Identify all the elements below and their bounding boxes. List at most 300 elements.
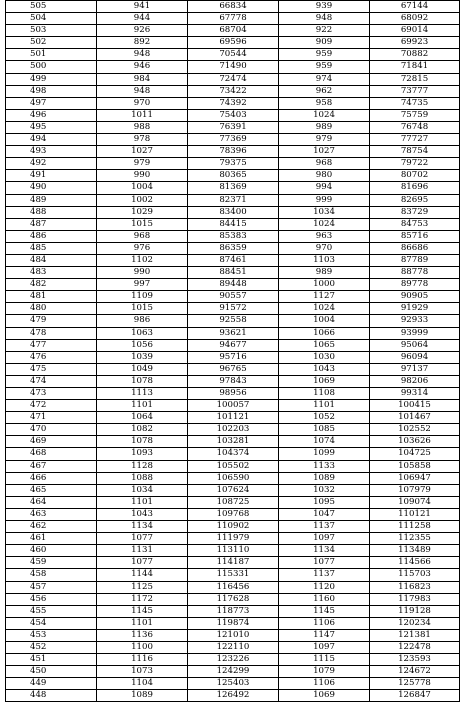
- count-b-cell: 1101: [279, 400, 370, 412]
- cumulative-a-cell: 78396: [188, 146, 279, 158]
- count-a-cell: 1093: [97, 448, 188, 460]
- cumulative-b-cell: 81696: [370, 182, 460, 194]
- cumulative-a-cell: 77369: [188, 134, 279, 146]
- count-b-cell: 1000: [279, 279, 370, 291]
- score-cell: 465: [6, 484, 97, 496]
- count-b-cell: 1024: [279, 218, 370, 230]
- count-b-cell: 1066: [279, 327, 370, 339]
- cumulative-a-cell: 102203: [188, 424, 279, 436]
- count-b-cell: 1145: [279, 605, 370, 617]
- cumulative-a-cell: 69596: [188, 37, 279, 49]
- cumulative-b-cell: 89778: [370, 279, 460, 291]
- count-a-cell: 1125: [97, 581, 188, 593]
- cumulative-a-cell: 122110: [188, 641, 279, 653]
- cumulative-a-cell: 98956: [188, 388, 279, 400]
- table-row: [6, 605, 460, 617]
- count-a-cell: 990: [97, 267, 188, 279]
- score-cell: 505: [6, 1, 97, 13]
- count-b-cell: 1137: [279, 521, 370, 533]
- count-a-cell: 979: [97, 158, 188, 170]
- table-row: [6, 339, 460, 351]
- cumulative-a-cell: 118773: [188, 605, 279, 617]
- count-a-cell: 944: [97, 13, 188, 25]
- table-row: [6, 484, 460, 496]
- cumulative-b-cell: 86686: [370, 242, 460, 254]
- cumulative-a-cell: 115331: [188, 569, 279, 581]
- cumulative-b-cell: 73777: [370, 85, 460, 97]
- count-a-cell: 1077: [97, 533, 188, 545]
- count-b-cell: 1097: [279, 533, 370, 545]
- cumulative-a-cell: 79375: [188, 158, 279, 170]
- table-row: [6, 666, 460, 678]
- count-a-cell: 986: [97, 315, 188, 327]
- score-cell: 449: [6, 678, 97, 690]
- cumulative-a-cell: 124299: [188, 666, 279, 678]
- count-b-cell: 959: [279, 49, 370, 61]
- count-b-cell: 1134: [279, 545, 370, 557]
- cumulative-b-cell: 123593: [370, 654, 460, 666]
- count-a-cell: 926: [97, 25, 188, 37]
- cumulative-b-cell: 85716: [370, 230, 460, 242]
- count-a-cell: 1101: [97, 496, 188, 508]
- cumulative-a-cell: 121010: [188, 629, 279, 641]
- score-cell: 475: [6, 363, 97, 375]
- cumulative-a-cell: 91572: [188, 303, 279, 315]
- score-cell: 503: [6, 25, 97, 37]
- cumulative-a-cell: 125403: [188, 678, 279, 690]
- count-b-cell: 1030: [279, 351, 370, 363]
- table-row: [6, 97, 460, 109]
- cumulative-b-cell: 106947: [370, 472, 460, 484]
- count-b-cell: 1024: [279, 303, 370, 315]
- score-cell: 480: [6, 303, 97, 315]
- table-row: [6, 218, 460, 230]
- score-cell: 459: [6, 557, 97, 569]
- score-cell: 493: [6, 146, 97, 158]
- count-b-cell: 1147: [279, 629, 370, 641]
- count-b-cell: 1095: [279, 496, 370, 508]
- count-b-cell: 1034: [279, 206, 370, 218]
- count-a-cell: 1145: [97, 605, 188, 617]
- cumulative-a-cell: 106590: [188, 472, 279, 484]
- count-a-cell: 1015: [97, 218, 188, 230]
- cumulative-b-cell: 100415: [370, 400, 460, 412]
- cumulative-b-cell: 71841: [370, 61, 460, 73]
- table-row: [6, 121, 460, 133]
- cumulative-b-cell: 117983: [370, 593, 460, 605]
- cumulative-b-cell: 92933: [370, 315, 460, 327]
- table-row: [6, 581, 460, 593]
- cumulative-a-cell: 92558: [188, 315, 279, 327]
- cumulative-b-cell: 112355: [370, 533, 460, 545]
- count-b-cell: 1120: [279, 581, 370, 593]
- count-a-cell: 1144: [97, 569, 188, 581]
- cumulative-b-cell: 102552: [370, 424, 460, 436]
- cumulative-a-cell: 97843: [188, 375, 279, 387]
- cumulative-a-cell: 108725: [188, 496, 279, 508]
- cumulative-b-cell: 77727: [370, 134, 460, 146]
- table-body: [6, 1, 460, 702]
- count-b-cell: 1133: [279, 460, 370, 472]
- score-cell: 477: [6, 339, 97, 351]
- score-cell: 461: [6, 533, 97, 545]
- count-b-cell: 970: [279, 242, 370, 254]
- count-b-cell: 1099: [279, 448, 370, 460]
- cumulative-a-cell: 96765: [188, 363, 279, 375]
- score-cell: 476: [6, 351, 97, 363]
- count-b-cell: 1115: [279, 654, 370, 666]
- count-b-cell: 999: [279, 194, 370, 206]
- table-row: [6, 25, 460, 37]
- table-row: [6, 388, 460, 400]
- cumulative-b-cell: 124672: [370, 666, 460, 678]
- score-cell: 470: [6, 424, 97, 436]
- count-b-cell: 1032: [279, 484, 370, 496]
- cumulative-b-cell: 109074: [370, 496, 460, 508]
- table-row: [6, 158, 460, 170]
- cumulative-b-cell: 97137: [370, 363, 460, 375]
- count-a-cell: 1029: [97, 206, 188, 218]
- count-b-cell: 1069: [279, 690, 370, 702]
- count-a-cell: 1128: [97, 460, 188, 472]
- count-a-cell: 970: [97, 97, 188, 109]
- count-b-cell: 1097: [279, 641, 370, 653]
- table-row: [6, 182, 460, 194]
- score-cell: 500: [6, 61, 97, 73]
- table-row: [6, 170, 460, 182]
- cumulative-a-cell: 68704: [188, 25, 279, 37]
- count-a-cell: 948: [97, 85, 188, 97]
- table-row: [6, 400, 460, 412]
- table-row: [6, 242, 460, 254]
- table-row: [6, 13, 460, 25]
- cumulative-a-cell: 111979: [188, 533, 279, 545]
- score-cell: 479: [6, 315, 97, 327]
- cumulative-b-cell: 98206: [370, 375, 460, 387]
- score-cell: 481: [6, 291, 97, 303]
- table-row: [6, 629, 460, 641]
- table-row: [6, 436, 460, 448]
- cumulative-a-cell: 81369: [188, 182, 279, 194]
- count-a-cell: 1109: [97, 291, 188, 303]
- count-b-cell: 1074: [279, 436, 370, 448]
- cumulative-b-cell: 82695: [370, 194, 460, 206]
- cumulative-b-cell: 69923: [370, 37, 460, 49]
- score-table: [5, 0, 460, 702]
- cumulative-b-cell: 70882: [370, 49, 460, 61]
- cumulative-a-cell: 126492: [188, 690, 279, 702]
- table-row: [6, 134, 460, 146]
- table-row: [6, 654, 460, 666]
- cumulative-a-cell: 110902: [188, 521, 279, 533]
- cumulative-b-cell: 74735: [370, 97, 460, 109]
- cumulative-a-cell: 119874: [188, 617, 279, 629]
- score-cell: 484: [6, 254, 97, 266]
- score-cell: 494: [6, 134, 97, 146]
- count-b-cell: 1065: [279, 339, 370, 351]
- count-a-cell: 1089: [97, 690, 188, 702]
- table-row: [6, 303, 460, 315]
- count-b-cell: 994: [279, 182, 370, 194]
- score-cell: 466: [6, 472, 97, 484]
- count-a-cell: 941: [97, 1, 188, 13]
- score-cell: 468: [6, 448, 97, 460]
- count-b-cell: 1024: [279, 109, 370, 121]
- count-a-cell: 988: [97, 121, 188, 133]
- count-a-cell: 990: [97, 170, 188, 182]
- score-cell: 501: [6, 49, 97, 61]
- cumulative-b-cell: 96094: [370, 351, 460, 363]
- cumulative-a-cell: 93621: [188, 327, 279, 339]
- score-cell: 499: [6, 73, 97, 85]
- cumulative-a-cell: 114187: [188, 557, 279, 569]
- table-row: [6, 690, 460, 702]
- score-cell: 492: [6, 158, 97, 170]
- cumulative-b-cell: 69014: [370, 25, 460, 37]
- score-cell: 471: [6, 412, 97, 424]
- count-b-cell: 1077: [279, 557, 370, 569]
- cumulative-b-cell: 110121: [370, 508, 460, 520]
- count-a-cell: 1056: [97, 339, 188, 351]
- cumulative-b-cell: 91929: [370, 303, 460, 315]
- cumulative-b-cell: 113489: [370, 545, 460, 557]
- cumulative-b-cell: 93999: [370, 327, 460, 339]
- count-a-cell: 976: [97, 242, 188, 254]
- table-row: [6, 351, 460, 363]
- count-b-cell: 1108: [279, 388, 370, 400]
- table-row: [6, 267, 460, 279]
- count-a-cell: 948: [97, 49, 188, 61]
- cumulative-b-cell: 67144: [370, 1, 460, 13]
- count-a-cell: 1100: [97, 641, 188, 653]
- cumulative-b-cell: 72815: [370, 73, 460, 85]
- count-b-cell: 909: [279, 37, 370, 49]
- score-cell: 496: [6, 109, 97, 121]
- count-a-cell: 1034: [97, 484, 188, 496]
- cumulative-b-cell: 76748: [370, 121, 460, 133]
- cumulative-b-cell: 99314: [370, 388, 460, 400]
- count-b-cell: 939: [279, 1, 370, 13]
- score-cell: 453: [6, 629, 97, 641]
- cumulative-a-cell: 72474: [188, 73, 279, 85]
- count-a-cell: 1002: [97, 194, 188, 206]
- score-cell: 491: [6, 170, 97, 182]
- table-row: [6, 194, 460, 206]
- table-row: [6, 424, 460, 436]
- count-a-cell: 1027: [97, 146, 188, 158]
- cumulative-a-cell: 104374: [188, 448, 279, 460]
- cumulative-b-cell: 80702: [370, 170, 460, 182]
- table-row: [6, 85, 460, 97]
- score-cell: 467: [6, 460, 97, 472]
- score-cell: 485: [6, 242, 97, 254]
- count-a-cell: 1116: [97, 654, 188, 666]
- cumulative-a-cell: 89448: [188, 279, 279, 291]
- cumulative-b-cell: 103626: [370, 436, 460, 448]
- count-b-cell: 1085: [279, 424, 370, 436]
- count-b-cell: 959: [279, 61, 370, 73]
- count-b-cell: 1106: [279, 678, 370, 690]
- cumulative-a-cell: 87461: [188, 254, 279, 266]
- count-b-cell: 1079: [279, 666, 370, 678]
- cumulative-a-cell: 71490: [188, 61, 279, 73]
- count-a-cell: 1134: [97, 521, 188, 533]
- score-cell: 502: [6, 37, 97, 49]
- score-cell: 448: [6, 690, 97, 702]
- score-cell: 490: [6, 182, 97, 194]
- count-a-cell: 1078: [97, 375, 188, 387]
- cumulative-b-cell: 87789: [370, 254, 460, 266]
- count-b-cell: 989: [279, 267, 370, 279]
- table-row: [6, 73, 460, 85]
- table-row: [6, 109, 460, 121]
- count-b-cell: 1004: [279, 315, 370, 327]
- table-row: [6, 1, 460, 13]
- count-b-cell: 922: [279, 25, 370, 37]
- cumulative-a-cell: 76391: [188, 121, 279, 133]
- score-cell: 456: [6, 593, 97, 605]
- table-row: [6, 375, 460, 387]
- cumulative-b-cell: 107979: [370, 484, 460, 496]
- cumulative-a-cell: 70544: [188, 49, 279, 61]
- score-cell: 464: [6, 496, 97, 508]
- table-row: [6, 49, 460, 61]
- cumulative-b-cell: 114566: [370, 557, 460, 569]
- score-cell: 462: [6, 521, 97, 533]
- table-row: [6, 363, 460, 375]
- score-cell: 469: [6, 436, 97, 448]
- cumulative-a-cell: 101121: [188, 412, 279, 424]
- cumulative-b-cell: 75759: [370, 109, 460, 121]
- score-cell: 472: [6, 400, 97, 412]
- count-b-cell: 962: [279, 85, 370, 97]
- count-a-cell: 1136: [97, 629, 188, 641]
- count-a-cell: 1004: [97, 182, 188, 194]
- count-b-cell: 948: [279, 13, 370, 25]
- score-cell: 478: [6, 327, 97, 339]
- cumulative-b-cell: 126847: [370, 690, 460, 702]
- count-a-cell: 1101: [97, 400, 188, 412]
- cumulative-b-cell: 83729: [370, 206, 460, 218]
- count-b-cell: 1089: [279, 472, 370, 484]
- count-b-cell: 968: [279, 158, 370, 170]
- table-row: [6, 521, 460, 533]
- count-a-cell: 1077: [97, 557, 188, 569]
- table-row: [6, 327, 460, 339]
- score-cell: 487: [6, 218, 97, 230]
- count-a-cell: 1049: [97, 363, 188, 375]
- table-row: [6, 37, 460, 49]
- score-cell: 486: [6, 230, 97, 242]
- table-row: [6, 496, 460, 508]
- count-a-cell: 1064: [97, 412, 188, 424]
- table-row: [6, 230, 460, 242]
- count-a-cell: 1088: [97, 472, 188, 484]
- cumulative-a-cell: 82371: [188, 194, 279, 206]
- count-a-cell: 1043: [97, 508, 188, 520]
- table-row: [6, 569, 460, 581]
- table-row: [6, 593, 460, 605]
- score-cell: 451: [6, 654, 97, 666]
- cumulative-a-cell: 103281: [188, 436, 279, 448]
- count-b-cell: 963: [279, 230, 370, 242]
- score-cell: 474: [6, 375, 97, 387]
- table-row: [6, 508, 460, 520]
- cumulative-a-cell: 83400: [188, 206, 279, 218]
- table-row: [6, 412, 460, 424]
- cumulative-a-cell: 66834: [188, 1, 279, 13]
- count-b-cell: 1160: [279, 593, 370, 605]
- count-a-cell: 1073: [97, 666, 188, 678]
- table-row: [6, 472, 460, 484]
- cumulative-a-cell: 86359: [188, 242, 279, 254]
- cumulative-a-cell: 123226: [188, 654, 279, 666]
- cumulative-b-cell: 105858: [370, 460, 460, 472]
- score-cell: 498: [6, 85, 97, 97]
- table-row: [6, 533, 460, 545]
- count-a-cell: 984: [97, 73, 188, 85]
- cumulative-b-cell: 95064: [370, 339, 460, 351]
- count-a-cell: 1011: [97, 109, 188, 121]
- cumulative-b-cell: 78754: [370, 146, 460, 158]
- cumulative-b-cell: 125778: [370, 678, 460, 690]
- cumulative-a-cell: 105502: [188, 460, 279, 472]
- cumulative-a-cell: 117628: [188, 593, 279, 605]
- count-b-cell: 1052: [279, 412, 370, 424]
- cumulative-a-cell: 100057: [188, 400, 279, 412]
- cumulative-b-cell: 115703: [370, 569, 460, 581]
- score-cell: 489: [6, 194, 97, 206]
- score-cell: 457: [6, 581, 97, 593]
- cumulative-a-cell: 116456: [188, 581, 279, 593]
- count-b-cell: 979: [279, 134, 370, 146]
- table-row: [6, 279, 460, 291]
- count-a-cell: 968: [97, 230, 188, 242]
- table-row: [6, 678, 460, 690]
- score-cell: 482: [6, 279, 97, 291]
- score-cell: 458: [6, 569, 97, 581]
- count-b-cell: 1127: [279, 291, 370, 303]
- cumulative-b-cell: 120234: [370, 617, 460, 629]
- cumulative-b-cell: 68092: [370, 13, 460, 25]
- count-a-cell: 946: [97, 61, 188, 73]
- score-cell: 460: [6, 545, 97, 557]
- count-b-cell: 1047: [279, 508, 370, 520]
- table-row: [6, 206, 460, 218]
- cumulative-b-cell: 79722: [370, 158, 460, 170]
- count-a-cell: 1078: [97, 436, 188, 448]
- count-a-cell: 1039: [97, 351, 188, 363]
- table-row: [6, 254, 460, 266]
- score-cell: 473: [6, 388, 97, 400]
- count-a-cell: 1101: [97, 617, 188, 629]
- cumulative-a-cell: 113110: [188, 545, 279, 557]
- score-cell: 463: [6, 508, 97, 520]
- count-a-cell: 1063: [97, 327, 188, 339]
- cumulative-b-cell: 122478: [370, 641, 460, 653]
- cumulative-a-cell: 94677: [188, 339, 279, 351]
- table-row: [6, 460, 460, 472]
- cumulative-a-cell: 74392: [188, 97, 279, 109]
- count-b-cell: 1106: [279, 617, 370, 629]
- table-row: [6, 641, 460, 653]
- table-row: [6, 291, 460, 303]
- cumulative-a-cell: 107624: [188, 484, 279, 496]
- table-row: [6, 545, 460, 557]
- count-b-cell: 958: [279, 97, 370, 109]
- cumulative-a-cell: 73422: [188, 85, 279, 97]
- cumulative-a-cell: 80365: [188, 170, 279, 182]
